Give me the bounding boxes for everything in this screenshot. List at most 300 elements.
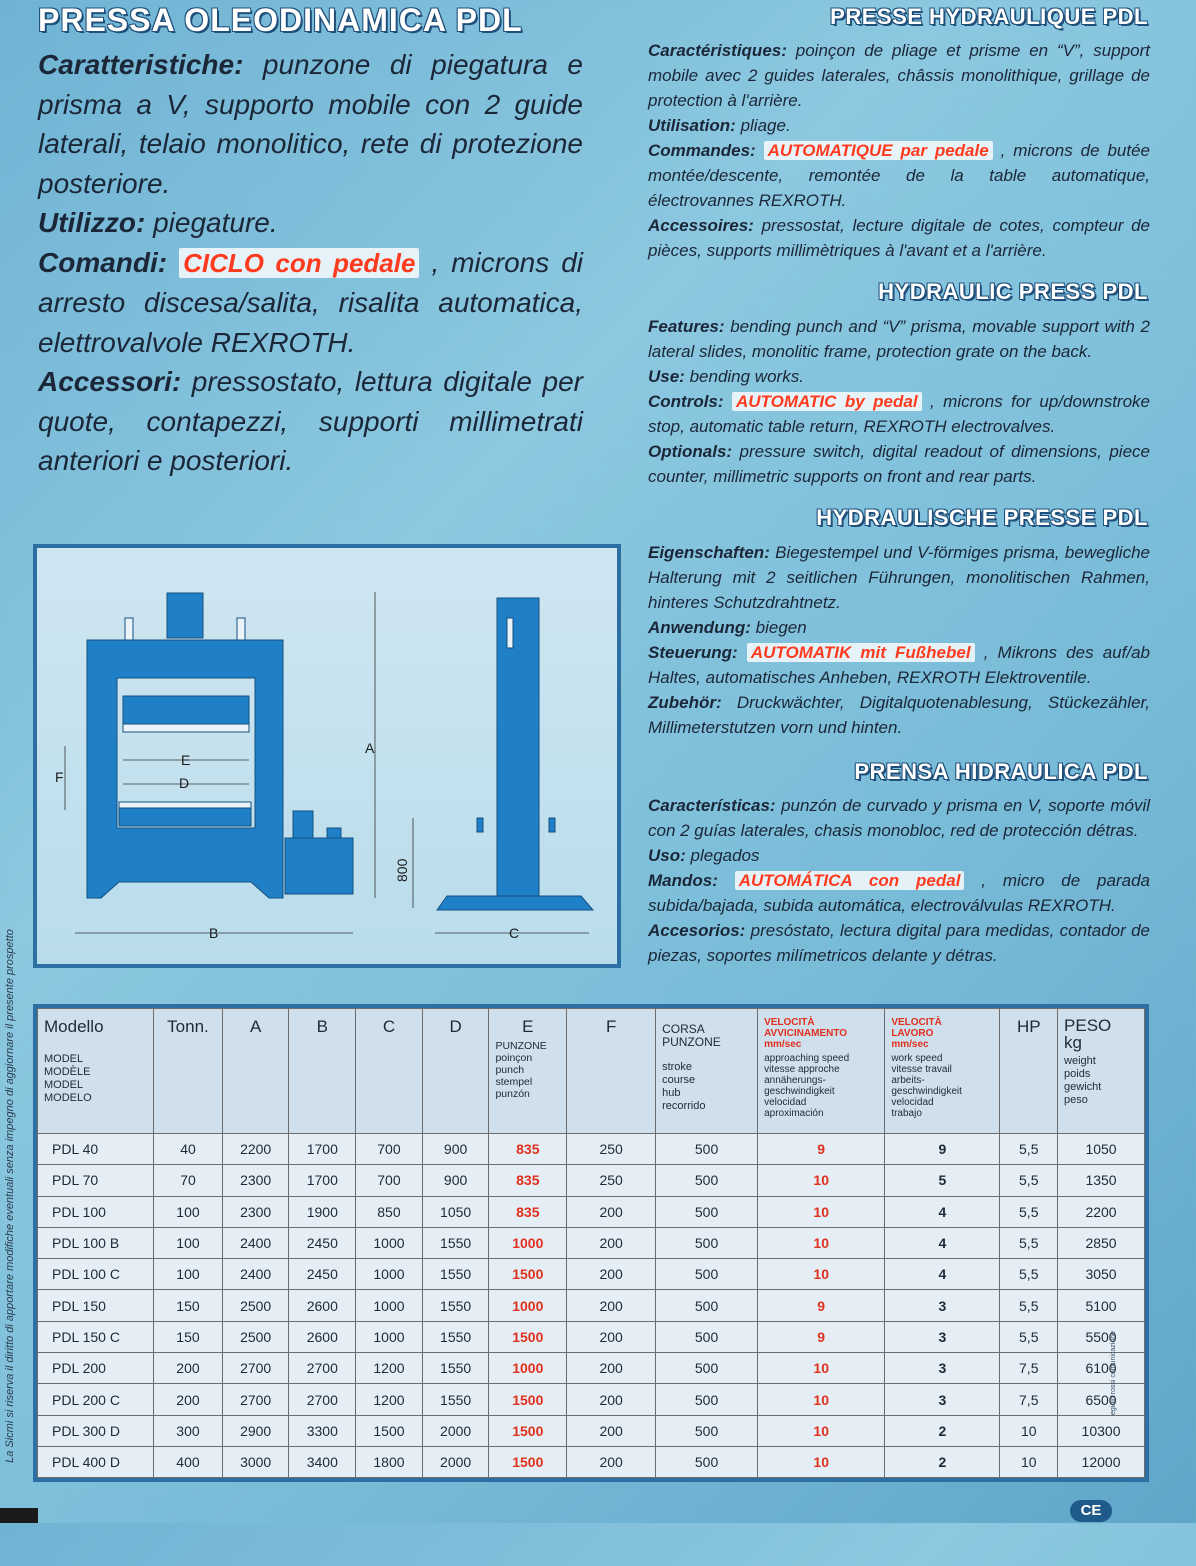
- table-cell: 200: [567, 1259, 656, 1290]
- label-800: 800: [394, 858, 410, 882]
- es-acc-text: presóstato, lectura digital para medidas, contador de piezas, soportes milímetricos delante y détras.: [648, 921, 1150, 965]
- motor: [293, 811, 313, 838]
- de-features-text: Biegestempel und V-förmiges prisma, bewegliche Halterung mit 2 seitlichen Führungen, monolitischen Rahmen, hinteres Schutzdrahtnetz.: [648, 543, 1150, 612]
- fr-controls-text: , microns de butée montée/descente, remontée de la table automatique, électrovannes REXROTH.: [648, 141, 1151, 210]
- table-cell: 1050: [1058, 1134, 1145, 1165]
- table-cell: 2450: [289, 1259, 356, 1290]
- side-view: [437, 598, 593, 910]
- header-stroke-sub-1: course: [662, 1074, 696, 1086]
- table-cell: 3400: [289, 1446, 356, 1477]
- header-e-sub-3: stempel: [495, 1076, 533, 1088]
- table-row: [38, 1165, 1145, 1196]
- table-cell: 2300: [222, 1165, 289, 1196]
- table-cell: 12000: [1058, 1446, 1145, 1477]
- table-cell: 5,5: [1000, 1134, 1058, 1165]
- header-work-sub-2: arbeits-: [891, 1075, 925, 1086]
- cylinder-shape: [167, 593, 203, 638]
- table-cell: 2700: [222, 1353, 289, 1384]
- table-cell: 1500: [489, 1384, 567, 1415]
- en-controls-text: , microns for up/downstroke stop, automatic table return, REXROTH electrovalves.: [648, 392, 1150, 436]
- table-cell: 250: [567, 1134, 656, 1165]
- spanish-description: [648, 793, 1150, 968]
- de-use-text: biegen: [750, 618, 807, 637]
- table-cell: 1350: [1058, 1165, 1145, 1196]
- ram: [123, 696, 249, 726]
- table-cell: 3: [885, 1384, 1000, 1415]
- table-cell: 100: [154, 1227, 223, 1258]
- en-use-label: Use:: [648, 367, 685, 386]
- label-c: C: [509, 925, 520, 941]
- header-work-sub-5: trabajo: [891, 1108, 922, 1119]
- header-weight: [1058, 1009, 1145, 1134]
- header-stroke-sub: [662, 1061, 751, 1113]
- de-acc-text: Druckwächter, Digitalquotenablesung, Stückezähler, Millimeterstutzen vorn und hinten.: [648, 693, 1150, 737]
- table-cell: 500: [656, 1227, 758, 1258]
- header-e-main: E: [522, 1017, 534, 1036]
- label-f: F: [55, 769, 64, 785]
- table-cell: 835: [489, 1165, 567, 1196]
- table-cell: 2700: [222, 1384, 289, 1415]
- table-cell: 3: [885, 1290, 1000, 1321]
- specs-table-wrapper: [33, 1004, 1149, 1482]
- header-model-main: Modello: [44, 1017, 104, 1036]
- table-cell: PDL 150 C: [38, 1321, 154, 1352]
- table-cell: 700: [356, 1165, 423, 1196]
- table-cell: 500: [656, 1321, 758, 1352]
- table-cell: 1000: [356, 1227, 423, 1258]
- table-cell: 10: [1000, 1446, 1058, 1477]
- page-title: PRESSA OLEODINAMICA PDL: [38, 2, 523, 38]
- side-column: [497, 598, 539, 910]
- en-controls-label: Controls:: [648, 392, 724, 411]
- accessories-text: pressostato, lettura digitale per quote, contapezzi, supporti millimetrati anteriori e posteriori.: [38, 366, 583, 476]
- table-cell: 5500: [1058, 1321, 1145, 1352]
- table-cell: 150: [154, 1321, 223, 1352]
- header-approach-sub-1: vitesse approche: [764, 1064, 840, 1075]
- table-cell: 10: [758, 1165, 885, 1196]
- header-work-red-1: LAVORO: [891, 1028, 934, 1039]
- table-cell: 2700: [289, 1384, 356, 1415]
- fr-controls-label: Commandes:: [648, 141, 756, 160]
- controls-label: Comandi:: [38, 246, 168, 278]
- valve: [327, 828, 341, 838]
- table-row: [38, 1196, 1145, 1227]
- table-cell: 5100: [1058, 1290, 1145, 1321]
- table-cell: 2400: [222, 1259, 289, 1290]
- table-cell: 1500: [489, 1415, 567, 1446]
- de-controls-text: , Mikrons des auf/ab Haltes, automatisches Anheben, REXROTH Elektroventile.: [648, 643, 1150, 687]
- table-cell: 700: [356, 1134, 423, 1165]
- table-row: [38, 1259, 1145, 1290]
- header-work-sub-0: work speed: [891, 1053, 943, 1064]
- features-label: Caratteristiche:: [38, 49, 244, 80]
- es-use-label: Uso:: [648, 846, 686, 865]
- table-header-row: [38, 1009, 1145, 1134]
- table-cell: 1000: [489, 1353, 567, 1384]
- table-cell: 500: [656, 1353, 758, 1384]
- controls-text: , microns di arresto discesa/salita, risalita automatica, elettrovalvole REXROTH.: [38, 246, 584, 358]
- table-cell: 1550: [422, 1227, 489, 1258]
- table-cell: 900: [422, 1134, 489, 1165]
- german-title: HYDRAULISCHE PRESSE PDL: [816, 505, 1148, 530]
- fr-controls-highlight: AUTOMATIQUE par pedale: [764, 141, 993, 160]
- table-cell: 200: [567, 1227, 656, 1258]
- table-cell: 10: [758, 1446, 885, 1477]
- table-cell: 5,5: [1000, 1227, 1058, 1258]
- header-stroke-main: [662, 1023, 751, 1049]
- table-cell: 2000: [422, 1446, 489, 1477]
- header-work-speed: [885, 1009, 1000, 1134]
- table-cell: 6500: [1058, 1384, 1145, 1415]
- power-unit: [285, 838, 353, 894]
- table-cell: 4: [885, 1259, 1000, 1290]
- v-prism: [119, 802, 251, 808]
- table-cell: 2200: [222, 1134, 289, 1165]
- header-c: [356, 1009, 423, 1134]
- accessories-label: Accessori:: [38, 366, 182, 397]
- header-weight-main: [1064, 1017, 1138, 1051]
- fr-features-label: Caractéristiques:: [648, 41, 787, 60]
- header-e: [489, 1009, 567, 1134]
- table-cell: 500: [656, 1259, 758, 1290]
- table-cell: 1200: [356, 1384, 423, 1415]
- label-d: D: [179, 775, 190, 791]
- header-e-sub-0: PUNZONE: [495, 1040, 547, 1052]
- es-acc-label: Accesorios:: [648, 921, 746, 940]
- table-cell: 1000: [356, 1290, 423, 1321]
- es-features-label: Características:: [648, 796, 776, 815]
- table-row: [38, 1353, 1145, 1384]
- header-stroke: [656, 1009, 758, 1134]
- table-cell: 2900: [222, 1415, 289, 1446]
- table-cell: 200: [154, 1384, 223, 1415]
- header-hp: [1000, 1009, 1058, 1134]
- table-cell: 4: [885, 1196, 1000, 1227]
- table-cell: PDL 100 B: [38, 1227, 154, 1258]
- en-features-text: bending punch and “V” prisma, movable support with 2 lateral slides, monolitic frame, protection grate on the back.: [648, 317, 1150, 361]
- table-row: [38, 1134, 1145, 1165]
- table-cell: PDL 100 C: [38, 1259, 154, 1290]
- header-a: [222, 1009, 289, 1134]
- header-work-sub: [891, 1053, 993, 1119]
- table-cell: 500: [656, 1384, 758, 1415]
- table-cell: 3300: [289, 1415, 356, 1446]
- header-model-sub-1: MODÈLE: [44, 1066, 91, 1078]
- header-approach-sub-4: velocidad: [764, 1097, 807, 1108]
- header-work-sub-4: velocidad: [891, 1097, 934, 1108]
- table-cell: 2: [885, 1415, 1000, 1446]
- table-cell: 2000: [422, 1415, 489, 1446]
- header-b-label: B: [316, 1017, 328, 1036]
- table-cell: 9: [885, 1134, 1000, 1165]
- header-e-sub-4: punzón: [495, 1088, 530, 1100]
- header-work-red-2: mm/sec: [891, 1039, 929, 1050]
- table-cell: 1550: [422, 1384, 489, 1415]
- header-d: [422, 1009, 489, 1134]
- table-row: [38, 1384, 1145, 1415]
- header-weight-sub-2: gewicht: [1064, 1081, 1102, 1093]
- table-cell: PDL 70: [38, 1165, 154, 1196]
- table-cell: 5,5: [1000, 1321, 1058, 1352]
- header-model-sub: [44, 1053, 147, 1105]
- table-cell: 1500: [489, 1321, 567, 1352]
- header-weight-main-0: PESO: [1064, 1016, 1112, 1035]
- table-cell: 2700: [289, 1353, 356, 1384]
- table-cell: 1500: [489, 1259, 567, 1290]
- table-cell: 2500: [222, 1321, 289, 1352]
- german-description: [648, 540, 1150, 740]
- table-cell: 3050: [1058, 1259, 1145, 1290]
- header-model-sub-0: MODEL: [44, 1053, 84, 1065]
- header-f-label: F: [605, 1017, 617, 1036]
- table-cell: 500: [656, 1165, 758, 1196]
- fr-acc-text: pressostat, lecture digitale de cotes, compteur de pièces, supports millimètriques à l'avant et a l'arrière.: [648, 216, 1150, 260]
- table-cell: 1000: [489, 1227, 567, 1258]
- table-cell: PDL 400 D: [38, 1446, 154, 1477]
- header-c-label: C: [382, 1017, 396, 1036]
- en-acc-text: pressure switch, digital readout of dimensions, piece counter, millimetric supports on front and rear parts.: [648, 442, 1150, 486]
- table-cell: 2600: [289, 1321, 356, 1352]
- table-cell: 2850: [1058, 1227, 1145, 1258]
- table-cell: 4: [885, 1227, 1000, 1258]
- english-description: [648, 314, 1150, 489]
- header-a-label: A: [249, 1017, 262, 1036]
- table-cell: 6100: [1058, 1353, 1145, 1384]
- table-cell: 2300: [222, 1196, 289, 1227]
- header-approach-sub-2: annäherungs-: [764, 1075, 826, 1086]
- table-cell: 500: [656, 1415, 758, 1446]
- table-cell: 1900: [289, 1196, 356, 1227]
- table-cell: 2200: [1058, 1196, 1145, 1227]
- header-stroke-sub-3: recorrido: [662, 1100, 706, 1112]
- table-cell: 150: [154, 1290, 223, 1321]
- table-row: [38, 1415, 1145, 1446]
- press-frame: [87, 640, 283, 898]
- de-controls-highlight: AUTOMATIK mit Fußhebel: [747, 643, 975, 662]
- punch-plate: [123, 724, 249, 732]
- table-cell: 250: [567, 1165, 656, 1196]
- header-stroke-sub-2: hub: [662, 1087, 681, 1099]
- table-cell: 1000: [356, 1321, 423, 1352]
- table-cell: 5,5: [1000, 1165, 1058, 1196]
- use-text: piegature.: [145, 207, 278, 238]
- table-cell: 1550: [422, 1259, 489, 1290]
- side-right-bracket: [549, 818, 555, 832]
- header-weight-sub-0: weight: [1064, 1055, 1096, 1067]
- header-work-red-0: VELOCITÀ: [891, 1017, 942, 1028]
- table-cell: 835: [489, 1196, 567, 1227]
- header-model-sub-3: MODELO: [44, 1092, 92, 1104]
- header-approach-red: [764, 1017, 878, 1050]
- table-cell: 500: [656, 1196, 758, 1227]
- table-cell: 1050: [422, 1196, 489, 1227]
- fr-use-text: pliage.: [735, 116, 791, 135]
- header-stroke-sub-0: stroke: [662, 1061, 693, 1073]
- table-cell: 1000: [356, 1259, 423, 1290]
- table-cell: 200: [567, 1384, 656, 1415]
- table-cell: 1500: [489, 1446, 567, 1477]
- table-row: [38, 1321, 1145, 1352]
- header-approach-red-0: VELOCITÀ: [764, 1017, 815, 1028]
- table-cell: PDL 40: [38, 1134, 154, 1165]
- table-cell: 500: [656, 1446, 758, 1477]
- es-features-text: punzón de curvado y prisma en V, soporte móvil con 2 guías laterales, chasis monobloc, red de protección détras.: [648, 796, 1150, 840]
- header-work-sub-1: vitesse travail: [891, 1064, 952, 1075]
- table-cell: 10: [758, 1227, 885, 1258]
- header-hp-label: HP: [1016, 1017, 1041, 1036]
- spanish-title: PRENSA HIDRAULICA PDL: [854, 759, 1148, 784]
- table-cell: 9: [758, 1290, 885, 1321]
- table-row: [38, 1446, 1145, 1477]
- table-cell: PDL 200 C: [38, 1384, 154, 1415]
- front-view: [87, 593, 353, 898]
- table-cell: 1000: [489, 1290, 567, 1321]
- table-cell: 500: [656, 1134, 758, 1165]
- table-cell: 10: [758, 1353, 885, 1384]
- header-stroke-main-1: PUNZONE: [662, 1035, 721, 1049]
- side-base: [437, 896, 593, 910]
- table-row: [38, 1290, 1145, 1321]
- table-cell: 10: [758, 1415, 885, 1446]
- table-cell: 850: [356, 1196, 423, 1227]
- table-cell: 1800: [356, 1446, 423, 1477]
- table-cell: PDL 100: [38, 1196, 154, 1227]
- table-cell: 3: [885, 1353, 1000, 1384]
- de-acc-label: Zubehör:: [648, 693, 722, 712]
- table-cell: 300: [154, 1415, 223, 1446]
- en-acc-label: Optionals:: [648, 442, 733, 461]
- technical-drawing: [33, 544, 621, 968]
- table-cell: 5: [885, 1165, 1000, 1196]
- de-controls-label: Steuerung:: [648, 643, 738, 662]
- features-text: punzone di piegatura e prisma a V, supporto mobile con 2 guide laterali, telaio monolitico, rete di protezione posteriore.: [38, 49, 583, 199]
- table-cell: 5,5: [1000, 1290, 1058, 1321]
- controls-highlight: CICLO con pedale: [179, 248, 419, 278]
- table-cell: 1500: [356, 1415, 423, 1446]
- table-cell: 100: [154, 1196, 223, 1227]
- header-weight-sub-1: poids: [1064, 1068, 1091, 1080]
- table-cell: 200: [567, 1415, 656, 1446]
- table-cell: 1550: [422, 1290, 489, 1321]
- header-b: [289, 1009, 356, 1134]
- header-approach-sub: [764, 1053, 878, 1119]
- label-b: B: [209, 925, 219, 941]
- table-cell: PDL 200: [38, 1353, 154, 1384]
- ce-mark: CE: [1070, 1500, 1112, 1522]
- fr-acc-label: Accessoires:: [648, 216, 754, 235]
- table-cell: 835: [489, 1134, 567, 1165]
- table-cell: 200: [154, 1353, 223, 1384]
- header-e-sub-2: punch: [495, 1064, 525, 1076]
- table-cell: 10: [1000, 1415, 1058, 1446]
- table-cell: 1550: [422, 1353, 489, 1384]
- table-cell: 9: [758, 1321, 885, 1352]
- header-stroke-main-0: CORSA: [662, 1022, 705, 1036]
- table-cell: 70: [154, 1165, 223, 1196]
- table-plate: [119, 806, 251, 826]
- table-body: [38, 1134, 1145, 1478]
- header-approach-red-2: mm/sec: [764, 1039, 802, 1050]
- press-drawing-svg: [37, 548, 617, 964]
- header-approach-sub-5: aproximación: [764, 1108, 824, 1119]
- table-cell: 400: [154, 1446, 223, 1477]
- header-approach-sub-0: approaching speed: [764, 1053, 850, 1064]
- table-cell: 500: [656, 1290, 758, 1321]
- fr-features-text: poinçon de pliage et prisme en “V”, support mobile avec 2 guides laterales, châssis monolithique, grillage de protection à l'arrière.: [648, 41, 1150, 110]
- post-left: [125, 618, 133, 640]
- table-cell: 200: [567, 1321, 656, 1352]
- table-cell: 1700: [289, 1134, 356, 1165]
- header-d-label: D: [449, 1017, 462, 1036]
- table-cell: 1550: [422, 1321, 489, 1352]
- es-use-text: plegados: [685, 846, 760, 865]
- header-model: [38, 1009, 154, 1134]
- table-cell: 10: [758, 1259, 885, 1290]
- header-e-sub: [495, 1040, 560, 1100]
- label-a: A: [365, 740, 375, 756]
- header-work-sub-3: geschwindigkeit: [891, 1086, 962, 1097]
- table-cell: 200: [567, 1290, 656, 1321]
- table-cell: 10: [758, 1196, 885, 1227]
- header-approach-red-1: AVVICINAMENTO: [764, 1028, 848, 1039]
- header-work-red: [891, 1017, 993, 1050]
- bottom-bar: [0, 1508, 38, 1523]
- table-cell: 5,5: [1000, 1259, 1058, 1290]
- header-weight-sub-3: peso: [1064, 1094, 1088, 1106]
- specs-table: [37, 1008, 1145, 1478]
- en-features-label: Features:: [648, 317, 725, 336]
- use-label: Utilizzo:: [38, 207, 146, 238]
- header-model-sub-2: MODEL: [44, 1079, 84, 1091]
- header-approach-speed: [758, 1009, 885, 1134]
- table-cell: 2: [885, 1446, 1000, 1477]
- table-cell: 2500: [222, 1290, 289, 1321]
- table-cell: 2600: [289, 1290, 356, 1321]
- table-cell: 7,5: [1000, 1353, 1058, 1384]
- en-use-text: bending works.: [684, 367, 804, 386]
- table-cell: 10300: [1058, 1415, 1145, 1446]
- header-weight-sub: [1064, 1055, 1138, 1107]
- es-controls-highlight: AUTOMÁTICA con pedal: [735, 871, 965, 890]
- table-cell: PDL 300 D: [38, 1415, 154, 1446]
- table-cell: 2400: [222, 1227, 289, 1258]
- italian-description: [38, 45, 583, 481]
- table-cell: 1700: [289, 1165, 356, 1196]
- header-weight-main-1: kg: [1064, 1033, 1082, 1052]
- table-cell: 40: [154, 1134, 223, 1165]
- es-controls-label: Mandos:: [648, 871, 718, 890]
- header-e-sub-1: poinçon: [495, 1052, 533, 1064]
- table-cell: 200: [567, 1353, 656, 1384]
- fr-use-label: Utilisation:: [648, 116, 736, 135]
- table-cell: 9: [758, 1134, 885, 1165]
- post-right: [237, 618, 245, 640]
- de-use-label: Anwendung:: [648, 618, 751, 637]
- side-post: [507, 618, 513, 648]
- table-row: [38, 1227, 1145, 1258]
- header-approach-sub-3: geschwindigkeit: [764, 1086, 835, 1097]
- credit-note: egidio rossi comunicazione: [1110, 1330, 1117, 1415]
- table-cell: 3: [885, 1321, 1000, 1352]
- en-controls-highlight: AUTOMATIC by pedal: [732, 392, 922, 411]
- de-features-label: Eigenschaften:: [648, 543, 770, 562]
- side-note: La Sicmi si riserva il diritto di apportare modifiche eventuali senza impegno di aggiornare il presente prospetto: [4, 929, 16, 1463]
- table-cell: 200: [567, 1196, 656, 1227]
- table-cell: 200: [567, 1446, 656, 1477]
- english-title: HYDRAULIC PRESS PDL: [878, 279, 1148, 304]
- table-cell: 2450: [289, 1227, 356, 1258]
- table-cell: 100: [154, 1259, 223, 1290]
